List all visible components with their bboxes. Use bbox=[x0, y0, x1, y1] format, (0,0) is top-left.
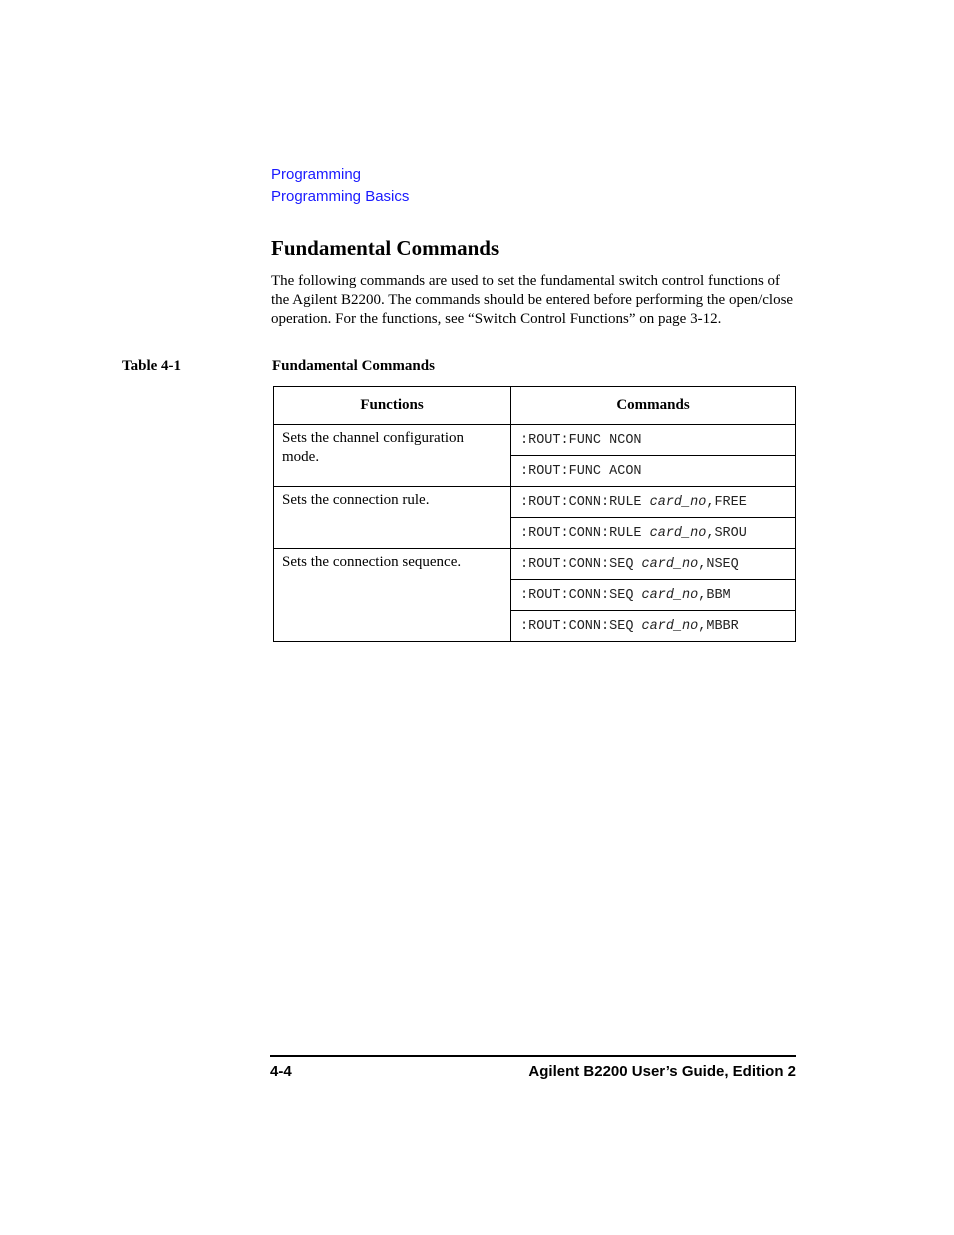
breadcrumb-programming[interactable]: Programming bbox=[271, 166, 362, 183]
command-cell bbox=[511, 611, 796, 642]
command-prefix: :ROUT:CONN:SEQ bbox=[520, 618, 642, 634]
function-cell: Sets the connection sequence. bbox=[274, 549, 511, 642]
function-cell: Sets the connection rule. bbox=[274, 487, 511, 549]
command-cell bbox=[511, 456, 796, 487]
command-prefix: :ROUT:CONN:SEQ bbox=[520, 556, 642, 572]
command-prefix: :ROUT:FUNC ACON bbox=[520, 463, 642, 479]
command-suffix: ,NSEQ bbox=[698, 556, 739, 572]
header-functions: Functions bbox=[274, 387, 511, 425]
command-cell bbox=[511, 549, 796, 580]
footer-rule bbox=[270, 1055, 796, 1057]
command-cell bbox=[511, 487, 796, 518]
command-cell bbox=[511, 580, 796, 611]
command-suffix: ,FREE bbox=[706, 494, 747, 510]
command-prefix: :ROUT:FUNC NCON bbox=[520, 432, 642, 448]
command-parameter: card_no bbox=[649, 494, 707, 510]
command-suffix: ,BBM bbox=[698, 587, 731, 603]
command-prefix: :ROUT:CONN:RULE bbox=[520, 525, 650, 541]
table-label: Table 4-1 bbox=[122, 358, 182, 374]
command-prefix: :ROUT:CONN:SEQ bbox=[520, 587, 642, 603]
document-title: Agilent B2200 User’s Guide, Edition 2 bbox=[528, 1063, 796, 1080]
header-commands: Commands bbox=[511, 387, 796, 425]
command-cell bbox=[511, 518, 796, 549]
section-title: Fundamental Commands bbox=[271, 236, 500, 260]
table-row bbox=[274, 487, 796, 518]
intro-paragraph: The following commands are used to set the fundamental switch control functions of the Agilent B2200. The commands should be entered before performing the open/close operation. For the functions, see “Switch Control Functions” on page 3-12. bbox=[271, 273, 794, 327]
page-number: 4-4 bbox=[270, 1063, 292, 1080]
commands-table bbox=[273, 386, 796, 642]
table-title: Fundamental Commands bbox=[272, 358, 435, 374]
command-suffix: ,MBBR bbox=[698, 618, 739, 634]
function-cell: Sets the channel configuration mode. bbox=[274, 425, 511, 487]
command-parameter: card_no bbox=[641, 618, 699, 634]
command-cell bbox=[511, 425, 796, 456]
table-header-row bbox=[274, 387, 796, 425]
table-row bbox=[274, 425, 796, 456]
command-parameter: card_no bbox=[641, 587, 699, 603]
command-parameter: card_no bbox=[649, 525, 707, 541]
command-suffix: ,SROU bbox=[706, 525, 747, 541]
breadcrumb-programming-basics[interactable]: Programming Basics bbox=[271, 188, 410, 205]
command-parameter: card_no bbox=[641, 556, 699, 572]
table-row bbox=[274, 549, 796, 580]
command-prefix: :ROUT:CONN:RULE bbox=[520, 494, 650, 510]
